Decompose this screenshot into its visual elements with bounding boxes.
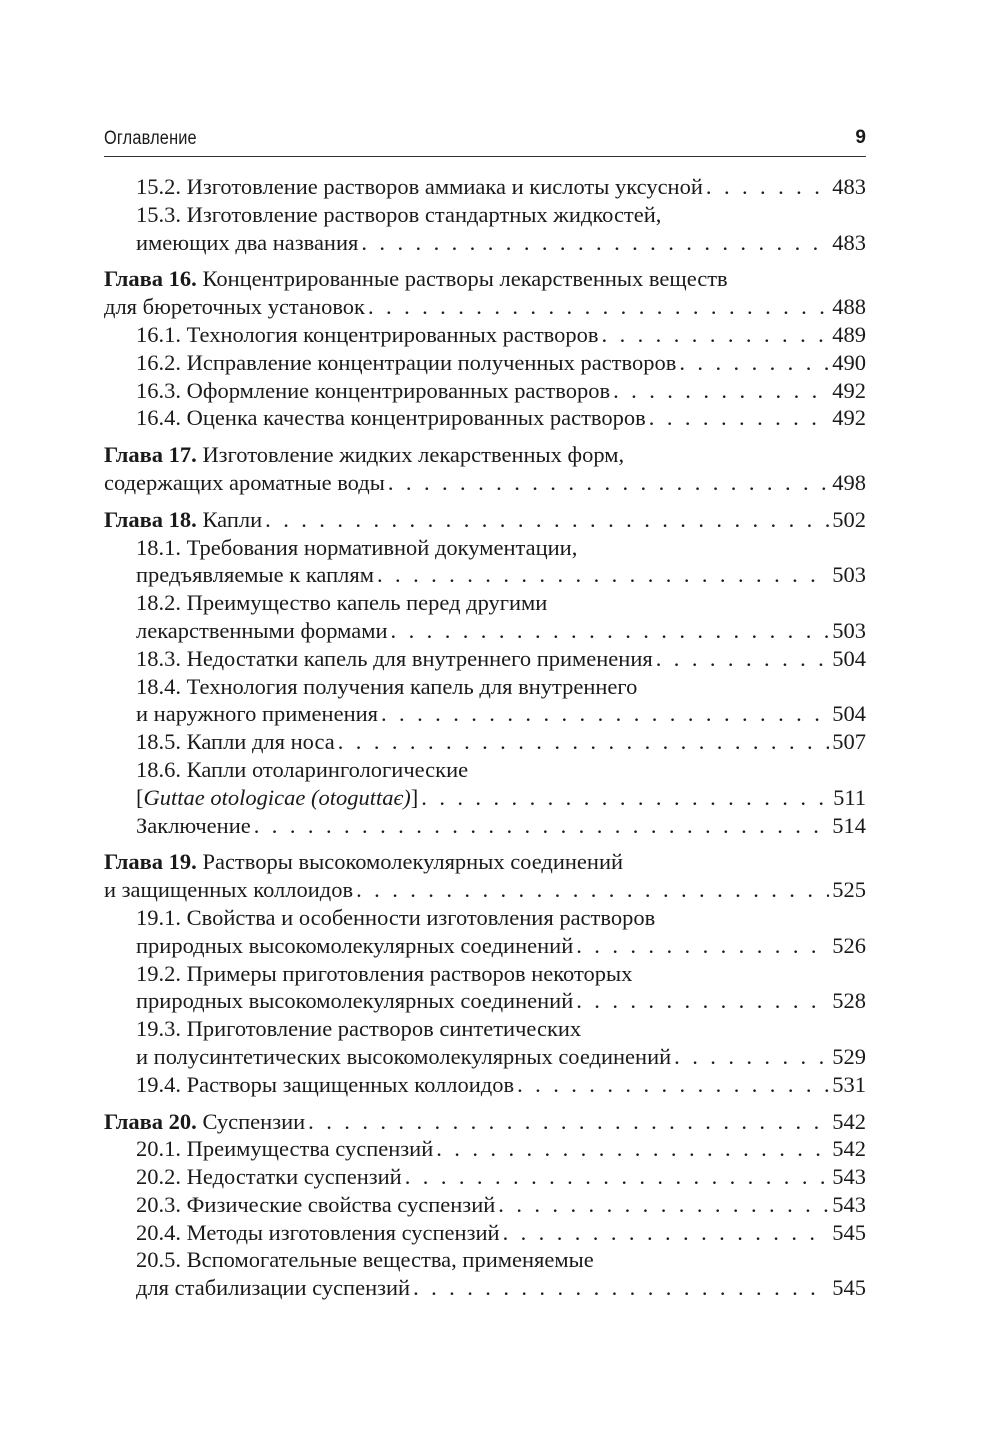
toc-entry-title: Суспензии: [202, 1108, 306, 1134]
toc-entry-title: 16.2. Исправление концентрации полученных растворов: [136, 349, 677, 375]
toc-entry-title: 18.3. Недостатки капель для внутреннего применения: [136, 645, 653, 671]
toc-page-number: 545: [832, 1219, 866, 1245]
toc-entry-title-cont: предъявляемые к каплям: [136, 562, 374, 588]
toc-entry-title-cont: имеющих два названия: [136, 229, 359, 255]
toc-entry-title: Заключение: [136, 812, 251, 838]
chapter-label: Глава 17.: [104, 442, 197, 468]
toc-entry-title: 18.5. Капли для носа: [136, 729, 335, 755]
leader-dots: [265, 506, 829, 534]
leader-dots: [576, 932, 829, 960]
leader-dots: [576, 987, 829, 1015]
leader-dots: [338, 728, 830, 756]
bracket-open: [: [136, 784, 144, 810]
toc-page-number: 529: [832, 1043, 866, 1069]
toc-entry-20-4: [104, 1219, 866, 1247]
leader-dots: [368, 293, 829, 321]
toc-page-number: 503: [832, 617, 866, 643]
leader-dots: [656, 645, 830, 673]
toc-page-number: 528: [832, 988, 866, 1014]
leader-dots: [388, 469, 829, 497]
toc-page-number: 489: [832, 321, 866, 347]
leader-dots: [356, 876, 829, 904]
toc-entry-title: Изготовление жидких лекарственных форм,: [202, 442, 625, 468]
toc-entry-18-5: [104, 728, 866, 756]
toc-entry-title: 15.3. Изготовление растворов стандартных жидкостей,: [136, 201, 662, 227]
leader-dots: [361, 229, 829, 257]
toc-entry-title: 19.1. Свойства и особенности изготовления растворов: [136, 904, 656, 930]
toc-page-number: 525: [832, 877, 866, 903]
toc-page-number: 543: [832, 1191, 866, 1217]
toc-entry-16-4: [104, 404, 866, 432]
toc-entry-title: 19.4. Растворы защищенных коллоидов: [136, 1071, 515, 1097]
toc-entry-title-cont: природных высокомолекулярных соединений: [136, 932, 574, 958]
toc-entry-title: 16.3. Оформление концентрированных растворов: [136, 377, 611, 403]
toc-chapter-16: [104, 265, 866, 321]
leader-dots: [381, 700, 829, 728]
toc-page-number: 543: [832, 1164, 866, 1190]
leader-dots: [254, 812, 830, 840]
leader-dots: [613, 377, 829, 405]
toc-entry-title: 18.6. Капли отоларингологические: [136, 756, 469, 782]
toc-page-number: 492: [832, 377, 866, 403]
toc-entry-15-2: [104, 173, 866, 201]
toc-entry-conclusion: [104, 812, 866, 840]
leader-dots: [679, 349, 829, 377]
page-number: 9: [855, 127, 866, 148]
toc-entry-20-5: [104, 1246, 866, 1302]
leader-dots: [602, 321, 830, 349]
leader-dots: [706, 173, 829, 201]
toc-entry-title-cont: природных высокомолекулярных соединений: [136, 988, 574, 1014]
toc-entry-title: 20.4. Методы изготовления суспензий: [136, 1219, 500, 1245]
toc-entry-19-3: [104, 1015, 866, 1071]
toc-entry-title: 20.5. Вспомогательные вещества, применяемые: [136, 1247, 594, 1273]
toc-entry-title-cont: [136, 784, 418, 812]
toc-entry-title: 19.2. Примеры приготовления растворов некоторых: [136, 960, 633, 986]
toc-entry-title-cont: содержащих ароматные воды: [104, 469, 385, 495]
chapter-label: Глава 20.: [104, 1108, 197, 1134]
leader-dots: [674, 1043, 829, 1071]
leader-dots: [649, 404, 829, 432]
toc-entry-15-3: [104, 201, 866, 257]
chapter-label: Глава 18.: [104, 506, 197, 532]
toc-entry-19-4: [104, 1071, 866, 1099]
toc-entry-18-6: [104, 756, 866, 812]
toc-entry-title: 15.2. Изготовление растворов аммиака и кислоты уксусной: [136, 174, 703, 199]
toc-entry-title: 19.3. Приготовление растворов синтетических: [136, 1016, 582, 1042]
toc-chapter-18: [104, 506, 866, 534]
toc-entry-16-2: [104, 349, 866, 377]
toc-entry-title-cont: и полусинтетических высокомолекулярных соединений: [136, 1043, 672, 1069]
running-header: [104, 124, 866, 157]
toc-page-number: 504: [832, 645, 866, 671]
toc-page-number: 545: [832, 1275, 866, 1301]
toc-entry-title: 16.1. Технология концентрированных растворов: [136, 321, 599, 347]
toc-page-number: 502: [832, 506, 866, 532]
toc-entry-title: 16.4. Оценка качества концентрированных растворов: [136, 405, 646, 431]
leader-dots: [421, 784, 830, 812]
toc-entry-title: Концентрированные растворы лекарственных веществ: [202, 266, 728, 292]
chapter-label: Глава 19.: [104, 849, 197, 875]
leader-dots: [405, 1163, 830, 1191]
toc-entry-18-4: [104, 673, 866, 729]
toc-page-number: 542: [832, 1136, 866, 1162]
toc-page-number: 504: [832, 701, 866, 727]
toc-page-number: 483: [832, 174, 866, 199]
chapter-label: Глава 16.: [104, 266, 197, 292]
toc-entry-title: 20.1. Преимущества суспензий: [136, 1136, 434, 1162]
toc-entry-18-1: [104, 534, 866, 590]
leader-dots: [377, 561, 829, 589]
latin-title: Guttae otologicae (otoguttaє): [143, 784, 411, 810]
toc-entry-16-3: [104, 377, 866, 405]
bracket-close: ]: [410, 784, 419, 810]
toc-entry-19-2: [104, 960, 866, 1016]
toc-entry-title: Капли: [202, 506, 263, 532]
toc-entry-title: 18.4. Технология получения капель для внутреннего: [136, 673, 638, 699]
leader-dots: [308, 1108, 829, 1136]
toc-entry-18-3: [104, 645, 866, 673]
leader-dots: [413, 1274, 829, 1302]
toc-entry-title-cont: лекарственными формами: [136, 617, 388, 643]
leader-dots: [517, 1071, 829, 1099]
toc-entry-title: Растворы высокомолекулярных соединений: [202, 849, 624, 875]
toc-entry-title: 20.3. Физические свойства суспензий: [136, 1191, 496, 1217]
toc-page-number: 531: [832, 1071, 866, 1097]
toc-entry-20-2: [104, 1163, 866, 1191]
toc-entry-16-1: [104, 321, 866, 349]
toc-entry-19-1: [104, 904, 866, 960]
toc-page-number: 542: [832, 1108, 866, 1134]
toc-entry-title: 20.2. Недостатки суспензий: [136, 1164, 402, 1190]
running-header-title: Оглавление: [104, 128, 197, 149]
toc-entry-title-cont: для стабилизации суспензий: [136, 1275, 411, 1301]
toc-page-number: 498: [832, 469, 866, 495]
toc-entry-title-cont: и наружного применения: [136, 701, 378, 727]
leader-dots: [503, 1219, 830, 1247]
leader-dots: [391, 617, 830, 645]
leader-dots: [436, 1135, 829, 1163]
toc-page-number: 526: [832, 932, 866, 958]
toc-page-number: 507: [832, 729, 866, 755]
toc-page-number: 511: [833, 784, 866, 810]
toc-entry-18-2: [104, 589, 866, 645]
toc-entry-title-cont: для бюреточных установок: [104, 294, 365, 320]
leader-dots: [498, 1191, 829, 1219]
toc-chapter-20: [104, 1108, 866, 1136]
toc-page-number: 490: [832, 349, 866, 375]
toc-page-number: 488: [832, 294, 866, 320]
toc-entry-title: 18.1. Требования нормативной документации,: [136, 534, 578, 560]
table-of-contents: [104, 173, 866, 1302]
toc-chapter-19: [104, 848, 866, 904]
toc-entry-title-cont: и защищенных коллоидов: [104, 877, 354, 903]
toc-page-number: 514: [832, 812, 866, 838]
toc-page-number: 492: [832, 405, 866, 431]
toc-entry-20-3: [104, 1191, 866, 1219]
toc-page-number: 483: [832, 229, 866, 255]
toc-page-number: 503: [832, 562, 866, 588]
toc-chapter-17: [104, 441, 866, 497]
toc-entry-title: 18.2. Преимущество капель перед другими: [136, 590, 548, 616]
toc-entry-20-1: [104, 1135, 866, 1163]
